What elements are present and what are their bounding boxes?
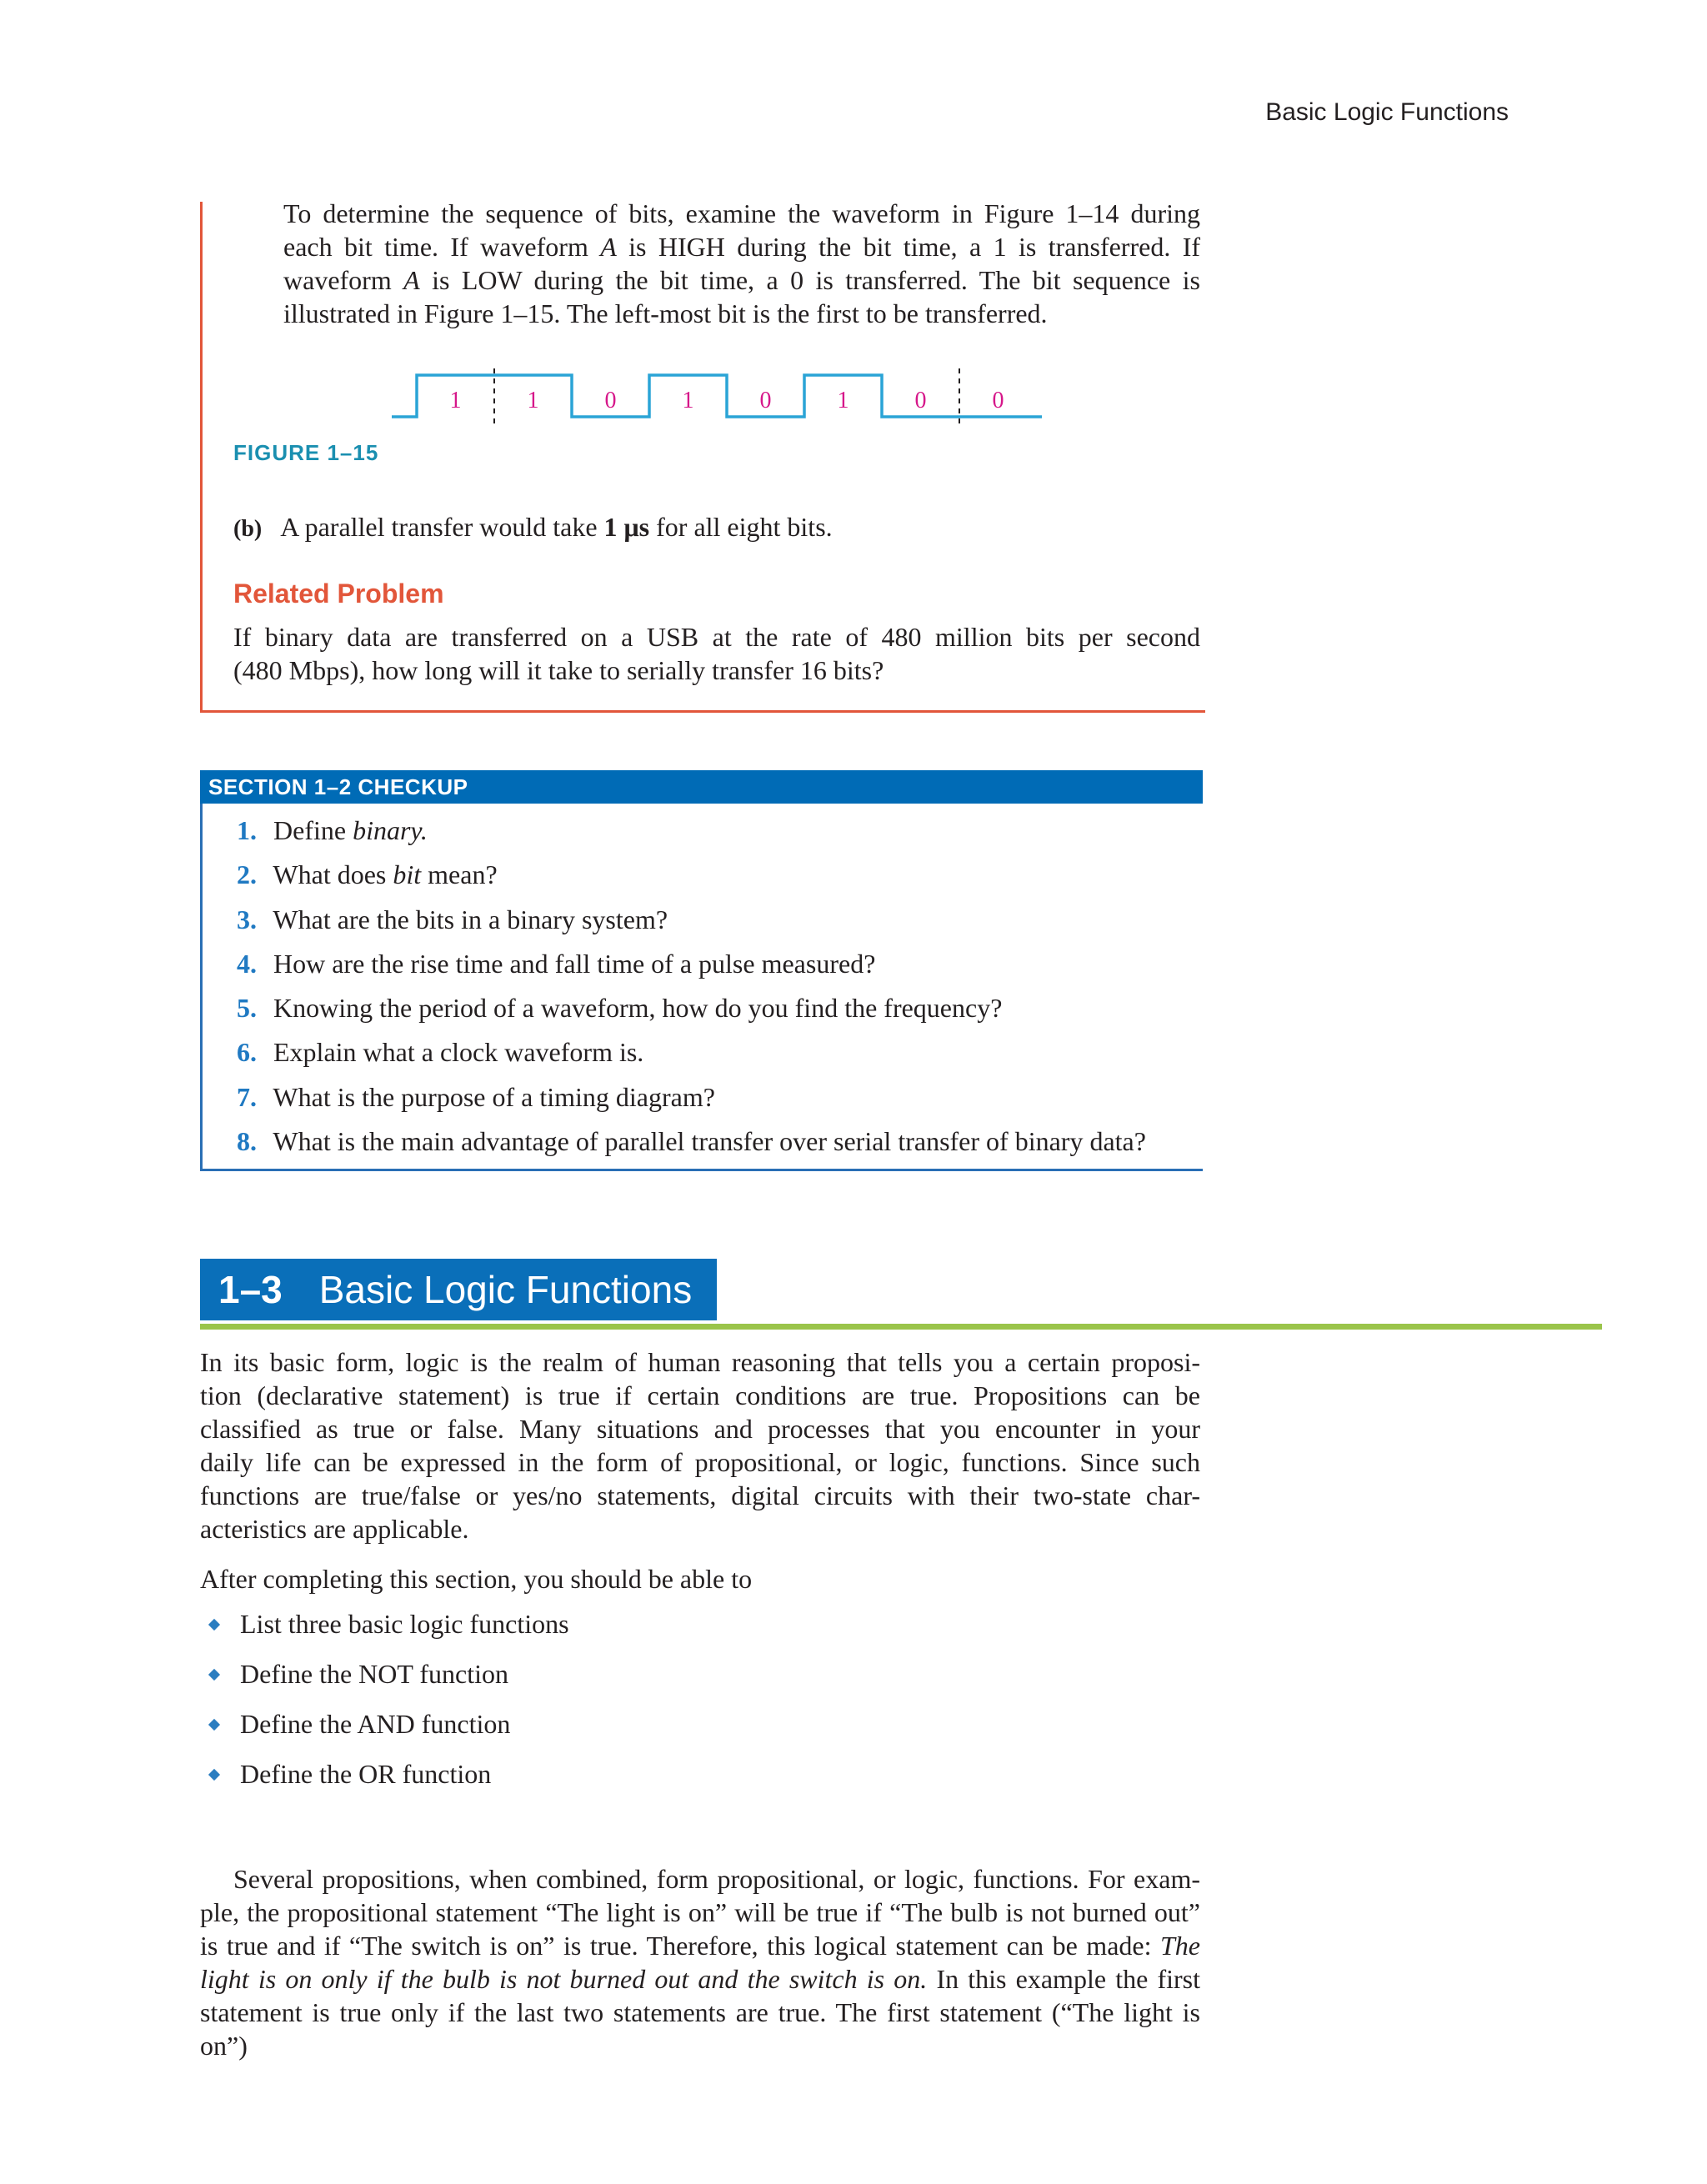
text-line: In its basic form, logic is the realm of human reasoning that tells you a certain proposi-	[200, 1347, 1200, 1377]
text-line: acteristics are applicable.	[200, 1514, 469, 1544]
part-b-text-end: for all eight bits.	[656, 512, 833, 542]
objective-item: List three basic logic functions	[210, 1607, 569, 1657]
section-title: Basic Logic Functions	[318, 1268, 693, 1311]
section-rule	[200, 1324, 1602, 1330]
text-line: each bit time. If waveform A is HIGH during the bit time, a 1 is transferred. If	[283, 232, 1201, 262]
bullet-diamond-icon	[208, 1769, 220, 1781]
question-number: 5.	[237, 993, 257, 1024]
section-body	[200, 1862, 1200, 2062]
related-problem-text	[233, 620, 1200, 687]
question-number: 6.	[237, 1037, 257, 1068]
bullet-diamond-icon	[208, 1669, 220, 1681]
question-number: 8.	[237, 1126, 257, 1157]
bullet-diamond-icon	[208, 1619, 220, 1630]
question-number: 3.	[237, 904, 257, 934]
checkup-question: 5. Knowing the period of a waveform, how do you find the frequency?	[237, 993, 1003, 1024]
bit-label: 0	[604, 388, 617, 413]
bit-label: 0	[992, 388, 1004, 413]
question-number: 4.	[237, 948, 257, 979]
text-line: Several propositions, when combined, form propositional, or logic, functions. For exam-	[233, 1864, 1200, 1894]
checkup-question: 6. Explain what a clock waveform is.	[237, 1037, 644, 1068]
text-line: illustrated in Figure 1–15. The left-most bit is the first to be transferred.	[283, 298, 1048, 328]
objectives-lead: After completing this section, you should be able to	[200, 1564, 753, 1594]
text-line: is true and if “The switch is on” is true. Therefore, this logical statement can be made: The	[200, 1931, 1200, 1961]
checkup-questions	[237, 814, 1146, 1169]
text-line: waveform A is LOW during the bit time, a 0 is transferred. The bit sequence is	[283, 265, 1201, 295]
checkup-header: SECTION 1–2 CHECKUP	[200, 770, 1203, 804]
text-line: light is on only if the bulb is not burned out and the switch is on. In this example the first	[200, 1964, 1201, 1994]
bit-label: 0	[914, 388, 927, 413]
text-line: tion (declarative statement) is true if certain conditions are true. Propositions can be	[200, 1380, 1200, 1410]
question-number: 7.	[237, 1081, 257, 1112]
checkup-question: 4. How are the rise time and fall time of a pulse measured?	[237, 948, 876, 979]
part-b-text: A parallel transfer would take	[280, 512, 598, 542]
checkup-question: 8. What is the main advantage of parallel transfer over serial transfer of binary data?	[237, 1126, 1146, 1157]
part-b	[233, 510, 833, 546]
bit-label: 1	[527, 388, 539, 413]
bit-label: 0	[759, 388, 772, 413]
text-line: If binary data are transferred on a USB at the rate of 480 million bits per second	[233, 622, 1200, 652]
waveform-line	[392, 375, 1042, 417]
bullet-diamond-icon	[208, 1719, 220, 1731]
checkup-question: 2. What does bit mean?	[237, 859, 498, 890]
text-line: statement is true only if the last two statements are true. The first statement (“The light is on”)	[200, 1997, 1200, 2061]
checkup-question: 3. What are the bits in a binary system?	[237, 904, 668, 934]
text-line: ple, the propositional statement “The light is on” will be true if “The bulb is not burned out”	[200, 1897, 1200, 1927]
checkup-question: 1. Define binary.	[237, 815, 428, 845]
text-line: daily life can be expressed in the form of propositional, or logic, functions. Since such	[200, 1447, 1200, 1477]
bit-label: 1	[837, 388, 849, 413]
objective-item: Define the OR function	[210, 1757, 569, 1807]
part-b-value: 1 μs	[603, 512, 650, 542]
part-b-label: (b)	[233, 516, 263, 542]
figure-label: FIGURE 1–15	[233, 440, 379, 465]
text-line: To determine the sequence of bits, examine the waveform in Figure 1–14 during	[283, 198, 1200, 228]
example-intro-lines	[283, 197, 1200, 330]
section-number: 1–3	[218, 1268, 283, 1311]
checkup-question: 7. What is the purpose of a timing diagram?	[237, 1081, 715, 1112]
question-number: 2.	[237, 859, 257, 890]
figure-1-15-waveform	[392, 358, 1042, 425]
text-line: (480 Mbps), how long will it take to serially transfer 16 bits?	[233, 655, 884, 685]
text-line: functions are true/false or yes/no statements, digital circuits with their two-state char-	[200, 1480, 1200, 1510]
section-intro	[200, 1345, 1200, 1545]
related-problem-title: Related Problem	[233, 579, 444, 609]
running-head: Basic Logic Functions	[1265, 98, 1509, 126]
bit-label: 1	[682, 388, 694, 413]
text-line: classified as true or false. Many situations and processes that you encounter in your	[200, 1414, 1200, 1444]
bit-label: 1	[449, 388, 462, 413]
section-heading	[200, 1259, 717, 1320]
objective-item: Define the NOT function	[210, 1657, 569, 1707]
question-number: 1.	[237, 815, 257, 845]
objectives-list	[210, 1607, 569, 1807]
objective-item: Define the AND function	[210, 1707, 569, 1757]
